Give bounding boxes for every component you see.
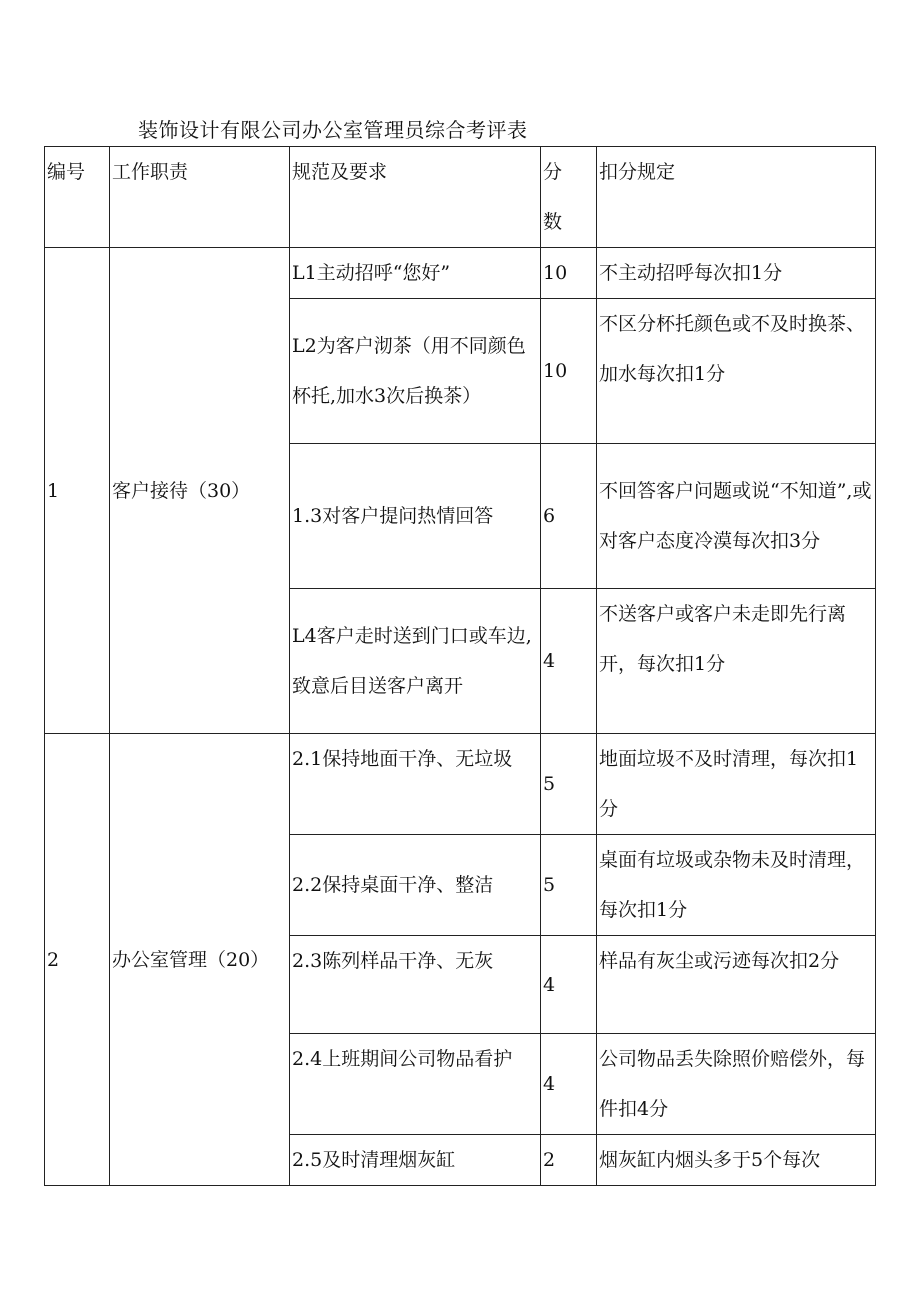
header-score: 分数 (541, 147, 597, 248)
deduction-cell: 不送客户或客户未走即先行离开，每次扣1分 (597, 589, 876, 734)
score-cell: 4 (541, 1034, 597, 1135)
table-row (45, 734, 876, 835)
score-cell: 5 (541, 835, 597, 936)
group-duty-cell: 客户接待（30） (110, 248, 290, 734)
standard-cell: 2.2保持桌面干净、整洁 (290, 835, 541, 936)
group-duty-cell: 办公室管理（20） (110, 734, 290, 1186)
standard-cell: 2.1保持地面干净、无垃圾 (290, 734, 541, 835)
deduction-cell: 不回答客户问题或说“不知道”,或对客户态度冷漠每次扣3分 (597, 444, 876, 589)
score-cell: 6 (541, 444, 597, 589)
deduction-cell: 地面垃圾不及时清理，每次扣1分 (597, 734, 876, 835)
score-cell: 5 (541, 734, 597, 835)
deduction-cell: 不区分杯托颜色或不及时换茶、加水每次扣1分 (597, 299, 876, 444)
group-id-cell: 2 (45, 734, 110, 1186)
standard-cell: 2.4上班期间公司物品看护 (290, 1034, 541, 1135)
score-cell: 10 (541, 299, 597, 444)
deduction-cell: 样品有灰尘或污迹每次扣2分 (597, 936, 876, 1034)
standard-cell: 1.3对客户提问热情回答 (290, 444, 541, 589)
header-id: 编号 (45, 147, 110, 248)
header-deduction: 扣分规定 (597, 147, 876, 248)
deduction-cell: 烟灰缸内烟头多于5个每次 (597, 1135, 876, 1186)
standard-cell: L1主动招呼“您好” (290, 248, 541, 299)
standard-cell: L2为客户沏茶（用不同颜色杯托,加水3次后换茶） (290, 299, 541, 444)
standard-cell: 2.5及时清理烟灰缸 (290, 1135, 541, 1186)
group-id-cell: 1 (45, 248, 110, 734)
deduction-cell: 不主动招呼每次扣1分 (597, 248, 876, 299)
document-title: 装饰设计有限公司办公室管理员综合考评表 (138, 118, 528, 142)
deduction-cell: 公司物品丢失除照价赔偿外，每件扣4分 (597, 1034, 876, 1135)
header-standard: 规范及要求 (290, 147, 541, 248)
score-cell: 4 (541, 589, 597, 734)
score-cell: 2 (541, 1135, 597, 1186)
header-duty: 工作职责 (110, 147, 290, 248)
standard-cell: L4客户走时送到门口或车边,致意后目送客户离开 (290, 589, 541, 734)
deduction-cell: 桌面有垃圾或杂物未及时清理，每次扣1分 (597, 835, 876, 936)
table-row (45, 248, 876, 299)
standard-cell: 2.3陈列样品干净、无灰 (290, 936, 541, 1034)
score-cell: 4 (541, 936, 597, 1034)
evaluation-table (44, 146, 876, 1186)
score-cell: 10 (541, 248, 597, 299)
header-row (45, 147, 876, 248)
